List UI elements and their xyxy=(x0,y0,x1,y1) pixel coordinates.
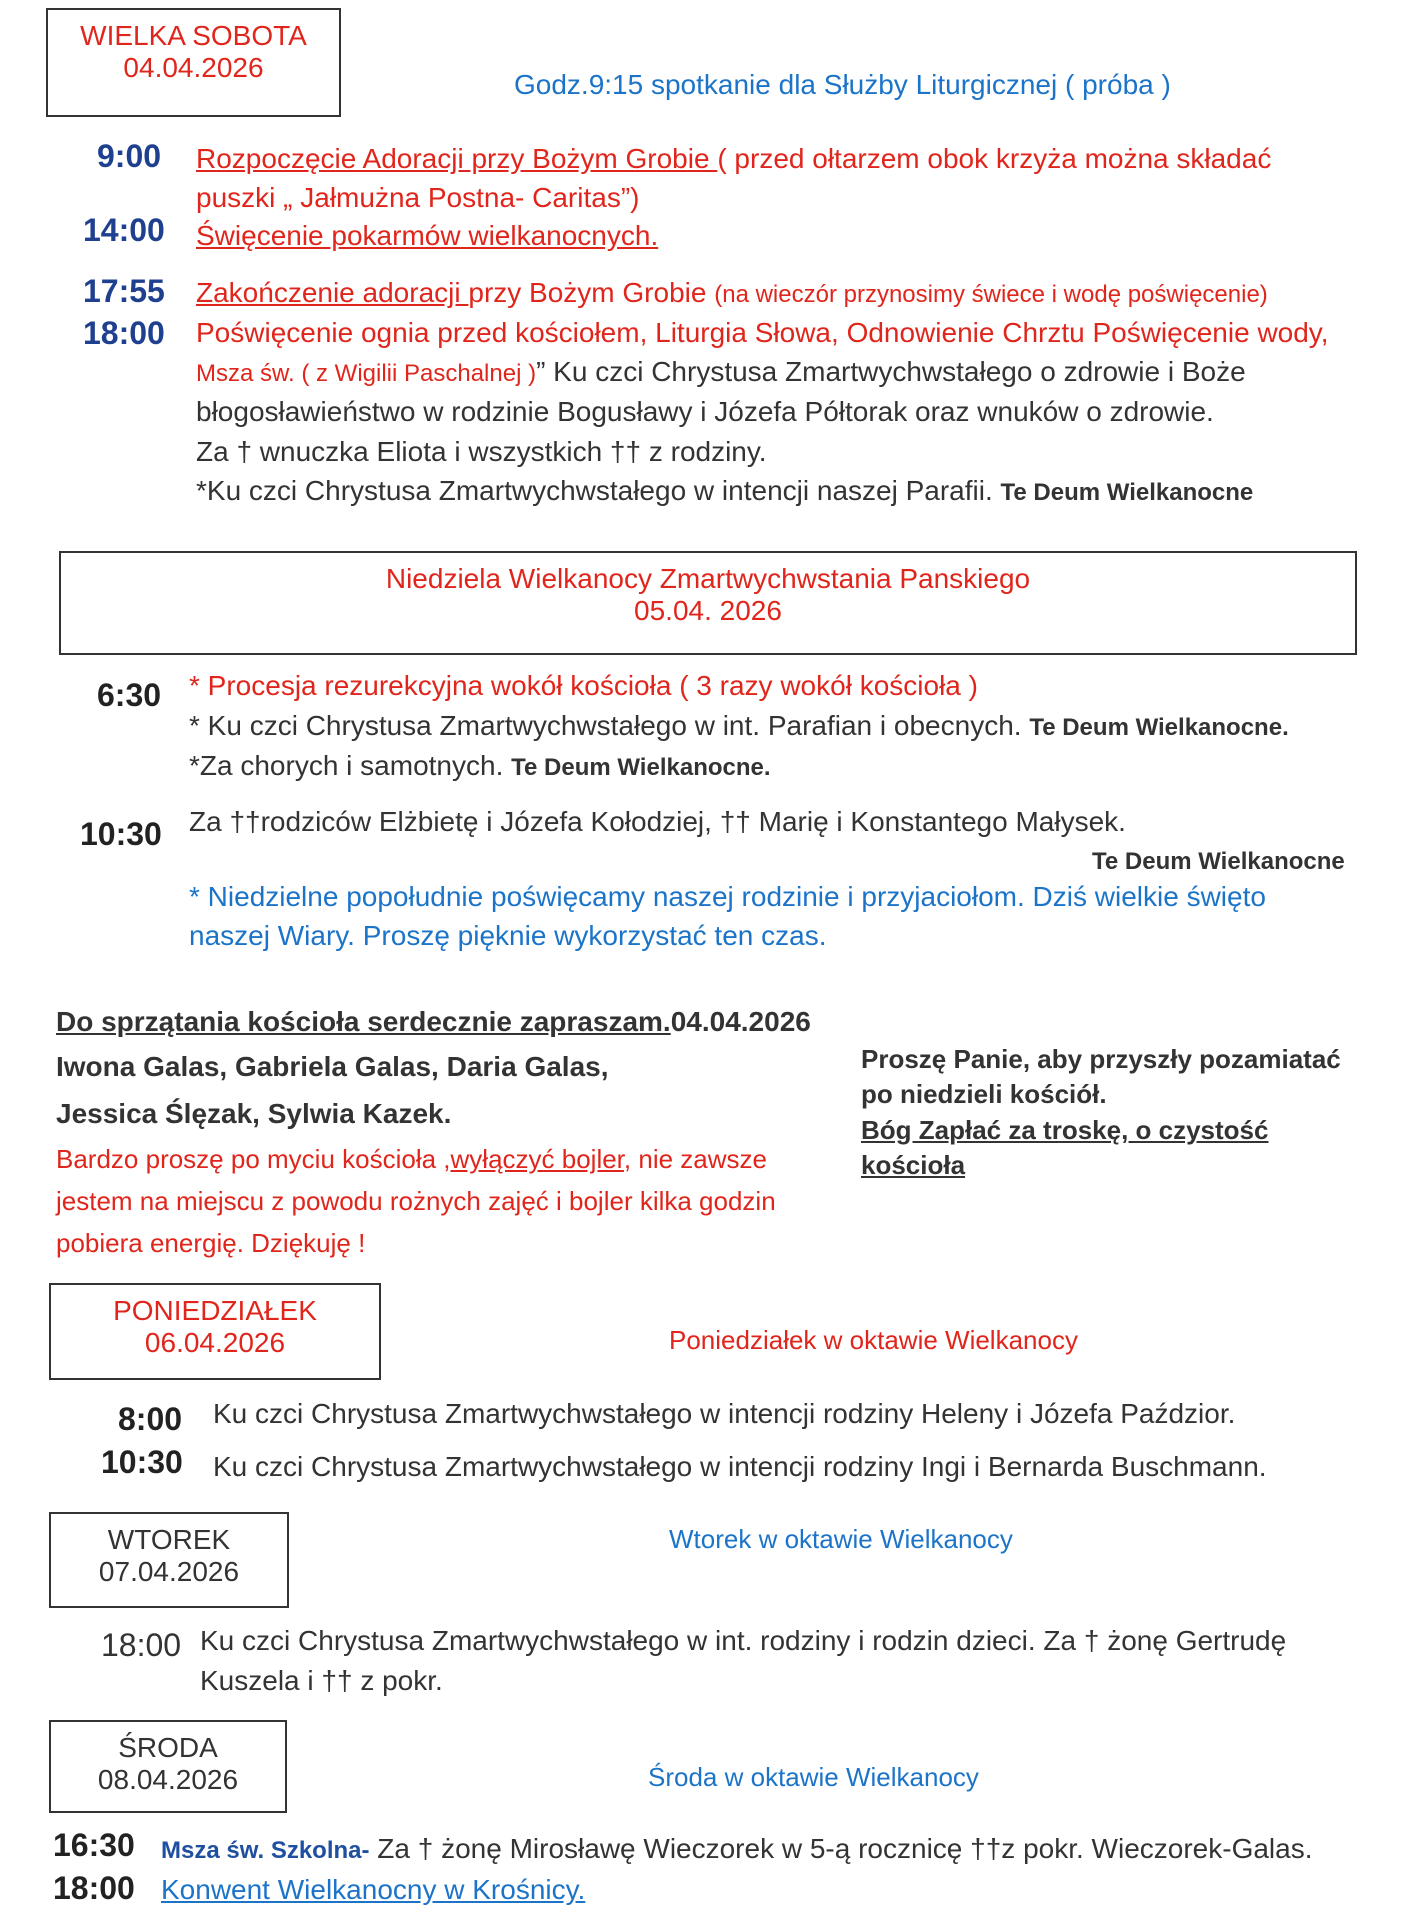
blessing-food-link[interactable]: Święcenie pokarmów wielkanocnych. xyxy=(196,220,659,251)
monday-date-label: 06.04.2026 xyxy=(144,1327,286,1358)
saturday-event-4-intention: ” Ku czci Chrystusa Zmartwychwstałego o zdrowie i Boże xyxy=(536,356,1246,387)
saturday-event-1-rest: ( przed ołtarzem obok krzyża można składać xyxy=(717,143,1272,174)
school-mass-label: Msza św. Szkolna- xyxy=(161,1837,370,1864)
saturday-event-3 xyxy=(196,276,1268,310)
wednesday-time-2: 18:00 xyxy=(53,1870,135,1906)
cleaning-request-line2: jestem na miejscu z powodu rożnych zajęć i bojler kilka godzin xyxy=(56,1186,776,1216)
sunday-tedeum-3: Te Deum Wielkanocne xyxy=(1092,848,1345,875)
saturday-parish-intention: *Ku czci Chrystusa Zmartwychwstałego w intencji naszej Parafii. xyxy=(196,475,1001,506)
saturday-event-4-line2 xyxy=(196,355,1246,389)
sunday-time-2: 10:30 xyxy=(80,816,162,852)
saturday-event-1 xyxy=(196,142,1271,176)
wednesday-event-1-text: Za † żonę Mirosławę Wieczorek w 5-ą rocznicę ††z pokr. Wieczorek-Galas. xyxy=(369,1833,1313,1864)
saturday-event-4-line3: błogosławieństwo w rodzinie Bogusławy i Józefa Półtorak oraz wnuków o zdrowie. xyxy=(196,396,1214,427)
wednesday-event-1 xyxy=(161,1832,1313,1866)
saturday-date-box xyxy=(46,8,341,117)
convent-krosnica-link[interactable]: Konwent Wielkanocny w Krośnicy. xyxy=(161,1874,586,1905)
sunday-parish-intention: * Ku czci Chrystusa Zmartwychwstałego w int. Parafian i obecnych. xyxy=(189,710,1030,741)
sunday-event-1-line3 xyxy=(189,749,771,783)
monday-time-2: 10:30 xyxy=(101,1444,183,1480)
cleaning-thanks-line1: Bóg Zapłać za troskę, o czystość xyxy=(861,1115,1269,1145)
saturday-note: Godz.9:15 spotkanie dla Służby Liturgicznej ( próba ) xyxy=(514,69,1171,100)
monday-event-2: Ku czci Chrystusa Zmartwychwstałego w intencji rodziny Ingi i Bernarda Buschmann. xyxy=(213,1451,1267,1482)
cleaning-side-line1: Proszę Panie, aby przyszły pozamiatać xyxy=(861,1044,1341,1074)
cleaning-names-2: Jessica Ślęzak, Sylwia Kazek. xyxy=(56,1098,452,1129)
monday-time-1: 8:00 xyxy=(118,1401,183,1437)
cleaning-request-line1 xyxy=(56,1144,767,1176)
tuesday-date-label: 07.04.2026 xyxy=(98,1556,240,1587)
tuesday-event-1-line2: Kuszela i †† z pokr. xyxy=(200,1665,443,1696)
saturday-event-4-line5 xyxy=(196,474,1253,508)
saturday-date-label: 04.04.2026 xyxy=(123,52,264,83)
sunday-sick-intention: *Za chorych i samotnych. xyxy=(189,750,512,781)
cleaning-request-b: , nie zawsze xyxy=(623,1144,767,1174)
sunday-note-line1: * Niedzielne popołudnie poświęcamy naszej rodzinie i przyjaciołom. Dziś wielkie święto xyxy=(189,881,1266,912)
sunday-event-1-line1: * Procesja rezurekcyjna wokół kościoła ( 3 razy wokół kościoła ) xyxy=(189,670,978,701)
monday-title: Poniedziałek w oktawie Wielkanocy xyxy=(669,1325,1078,1355)
adoration-start-link[interactable]: Rozpoczęcie Adoracji przy Bożym Grobie xyxy=(196,143,718,174)
cleaning-heading-text: Do sprzątania kościoła serdecznie zapraszam. xyxy=(56,1006,671,1037)
cleaning-request-a: Bardzo proszę po myciu kościoła , xyxy=(56,1144,451,1174)
turn-off-boiler-link[interactable]: wyłączyć bojler xyxy=(450,1144,624,1174)
saturday-tedeum: Te Deum Wielkanocne xyxy=(1000,479,1254,506)
saturday-time-3: 17:55 xyxy=(83,273,165,309)
adoration-end-link[interactable]: Zakończenie adoracji xyxy=(196,277,469,308)
saturday-event-1-line2: puszki „ Jałmużna Postna- Caritas”) xyxy=(196,182,640,213)
sunday-event-1-line2 xyxy=(189,709,1289,743)
saturday-time-4: 18:00 xyxy=(83,315,165,351)
tuesday-date-box xyxy=(49,1512,289,1608)
wednesday-date-box xyxy=(49,1720,287,1813)
cleaning-heading xyxy=(56,1005,811,1039)
wednesday-time-1: 16:30 xyxy=(53,1827,135,1863)
sunday-title-box xyxy=(59,551,1357,655)
tuesday-time-1: 18:00 xyxy=(101,1627,182,1663)
sunday-title: Niedziela Wielkanocy Zmartwychwstania Panskiego xyxy=(385,563,1031,594)
cleaning-request-line3: pobiera energię. Dziękuję ! xyxy=(56,1228,366,1258)
sunday-note-line2: naszej Wiary. Proszę pięknie wykorzystać ten czas. xyxy=(189,920,827,951)
monday-day-label: PONIEDZIAŁEK xyxy=(113,1295,317,1326)
monday-event-1: Ku czci Chrystusa Zmartwychwstałego w intencji rodziny Heleny i Józefa Paździor. xyxy=(213,1398,1236,1429)
monday-date-box xyxy=(49,1283,381,1380)
vigil-mass-label: Msza św. ( z Wigilii Paschalnej ) xyxy=(196,360,537,387)
tuesday-event-1-line1: Ku czci Chrystusa Zmartwychwstałego w int. rodziny i rodzin dzieci. Za † żonę Gertrudę xyxy=(200,1625,1287,1656)
tuesday-day-label: WTOREK xyxy=(107,1524,231,1555)
sunday-date: 05.04. 2026 xyxy=(634,595,782,626)
wednesday-date-label: 08.04.2026 xyxy=(97,1764,239,1795)
saturday-time-2: 14:00 xyxy=(83,212,165,248)
cleaning-names-1: Iwona Galas, Gabriela Galas, Daria Galas, xyxy=(56,1051,609,1082)
saturday-event-4-line1: Poświęcenie ognia przed kościołem, Liturgia Słowa, Odnowienie Chrztu Poświęcenie wody, xyxy=(196,317,1329,348)
tuesday-title: Wtorek w oktawie Wielkanocy xyxy=(669,1524,1013,1554)
sunday-time-1: 6:30 xyxy=(97,677,162,713)
cleaning-heading-date: 04.04.2026 xyxy=(670,1006,811,1037)
saturday-time-1: 9:00 xyxy=(97,138,162,174)
cleaning-thanks-line2: kościoła xyxy=(861,1150,966,1180)
sunday-tedeum-2: Te Deum Wielkanocne. xyxy=(511,754,771,781)
sunday-tedeum-1: Te Deum Wielkanocne. xyxy=(1029,714,1289,741)
wednesday-title: Środa w oktawie Wielkanocy xyxy=(648,1762,979,1792)
cleaning-side-line2: po niedzieli kościół. xyxy=(861,1079,1107,1109)
sunday-event-2-line1: Za ††rodziców Elżbietę i Józefa Kołodziej, †† Marię i Konstantego Małysek. xyxy=(189,806,1126,837)
saturday-day-label: WIELKA SOBOTA xyxy=(80,20,307,51)
saturday-event-3-note: (na wieczór przynosimy świece i wodę poświęcenie) xyxy=(714,281,1268,308)
saturday-event-3-rest: przy Bożym Grobie xyxy=(468,277,715,308)
wednesday-day-label: ŚRODA xyxy=(118,1732,218,1763)
saturday-event-4-line4: Za † wnuczka Eliota i wszystkich †† z rodziny. xyxy=(196,436,767,467)
